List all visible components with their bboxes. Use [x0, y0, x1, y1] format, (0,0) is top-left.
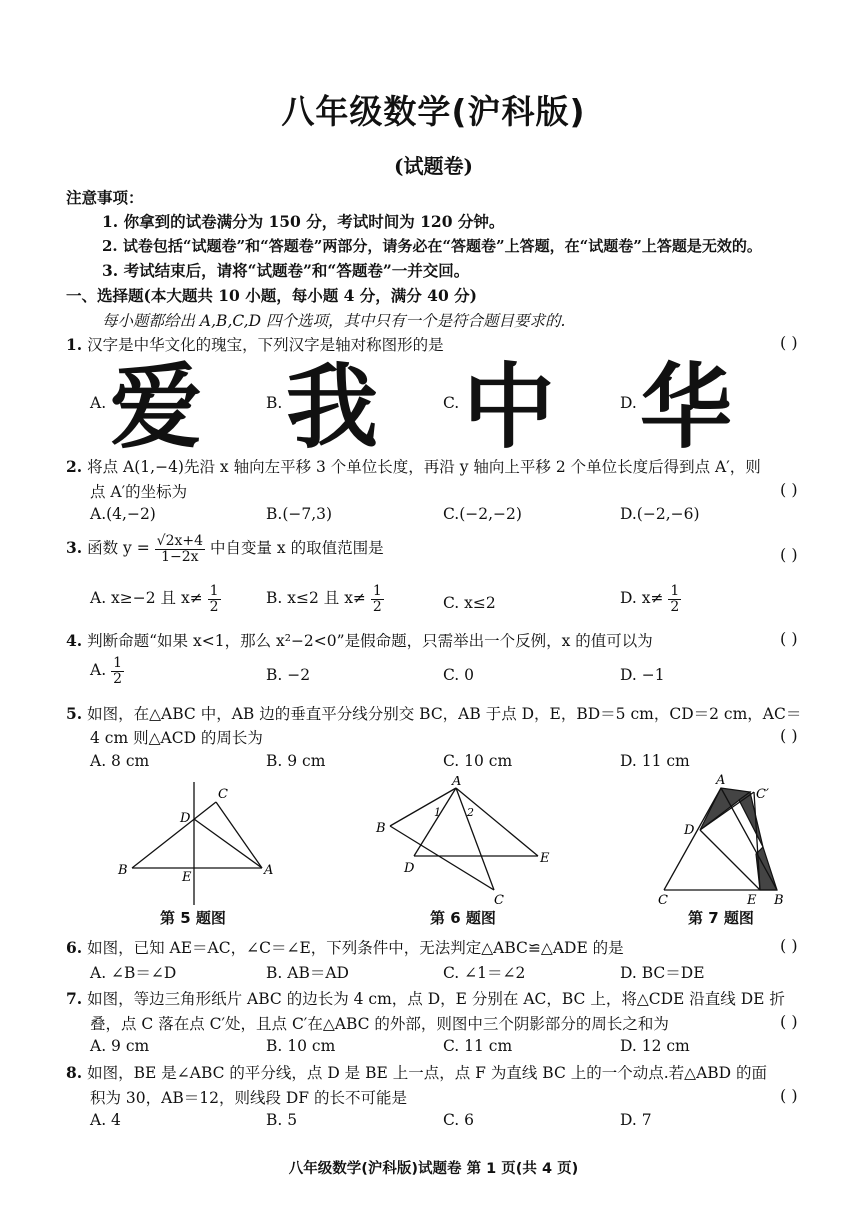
q1-option-c-label: C.: [443, 394, 460, 412]
q2-option-d: D.(−2,−6): [620, 505, 700, 523]
fraction-denominator: 2: [372, 598, 382, 615]
q1-char-a: 爱: [110, 354, 203, 461]
figure-6: [372, 776, 562, 908]
question-number: 2.: [66, 457, 83, 476]
point-label-d: D: [180, 811, 191, 826]
half-fraction: [111, 656, 124, 686]
figure-7: [650, 770, 800, 908]
page-footer: 八年级数学(沪科版)试题卷 第 1 页(共 4 页): [288, 1161, 579, 1177]
q2-option-c: C.(−2,−2): [443, 505, 522, 523]
q4-option-a: [90, 656, 124, 686]
q7-option-b: B. 10 cm: [266, 1037, 336, 1055]
fraction-numerator: 1: [670, 583, 680, 599]
q6-option-a: A. ∠B＝∠D: [90, 964, 177, 982]
point-label-a: A: [716, 773, 726, 788]
function-prefix: 函数 y =: [87, 539, 150, 558]
q8-option-b: B. 5: [266, 1111, 298, 1129]
point-label-d: D: [684, 823, 695, 838]
question-number: 7.: [66, 989, 83, 1008]
notice-item-1: 1. 你拿到的试卷满分为 150 分，考试时间为 120 分钟。: [102, 212, 505, 231]
function-fraction: [155, 534, 205, 564]
option-text: A.: [90, 661, 107, 680]
section-instruction: 每小题都给出 A,B,C,D 四个选项，其中只有一个是符合题目要求的.: [102, 312, 566, 330]
angle-label-1: 1: [434, 806, 441, 819]
question-text-line1: 如图，在△ABC 中，AB 边的垂直平分线分别交 BC，AB 于点 D，E，BD＝5 cm，CD＝2 cm，AC＝: [87, 705, 802, 723]
question-text-line1: 将点 A(1,−4)先沿 x 轴向左平移 3 个单位长度，再沿 y 轴向上平移 2 个单位长度后得到点 A′，则: [87, 458, 761, 476]
q1-char-d: 华: [640, 354, 733, 461]
q5-option-a: A. 8 cm: [90, 752, 150, 770]
question-number: 1.: [66, 335, 83, 354]
q7-option-a: A. 9 cm: [90, 1037, 150, 1055]
question-8: [66, 1061, 767, 1083]
notice-item-2: 2. 试卷包括“试题卷”和“答题卷”两部分，请务必在“答题卷”上答题，在“试题卷”上答题是无效的。: [102, 237, 762, 255]
question-7-line2: 叠，点 C 落在点 C′处，且点 C′在△ABC 的外部，则图中三个阴影部分的周长之和为: [90, 1015, 669, 1033]
q1-option-a-label: A.: [90, 394, 107, 412]
point-label-e: E: [540, 851, 550, 866]
figure-5-caption: 第 5 题图: [160, 909, 226, 927]
fraction-denominator: 2: [670, 598, 680, 615]
q6-option-b: B. AB＝AD: [266, 964, 349, 982]
question-text: 判断命题“如果 x<1，那么 x²−2<0”是假命题，只需举出一个反例，x 的值可以为: [87, 632, 653, 650]
point-label-a: A: [452, 776, 462, 789]
answer-paren-1: ( ): [780, 333, 798, 352]
half-fraction: [668, 584, 681, 614]
answer-paren-3: ( ): [780, 545, 798, 564]
q3-option-b: [266, 584, 384, 614]
question-1: [66, 333, 444, 355]
fraction-numerator: √2x+4: [156, 533, 204, 549]
question-number: 4.: [66, 631, 83, 650]
q4-option-b: B. −2: [266, 666, 311, 684]
q5-option-d: D. 11 cm: [620, 752, 690, 770]
answer-paren-2: ( ): [780, 480, 798, 499]
q3-option-d: [620, 584, 681, 614]
q4-option-c: C. 0: [443, 666, 475, 684]
question-4: [66, 629, 653, 651]
point-label-c: C: [218, 787, 228, 802]
fraction-denominator: 1−2x: [161, 548, 199, 565]
q8-option-d: D. 7: [620, 1111, 652, 1129]
q8-option-a: A. 4: [90, 1111, 121, 1129]
question-2: [66, 455, 761, 477]
option-text: D. x≠: [620, 589, 664, 608]
point-label-a: A: [264, 863, 274, 878]
q1-char-c: 中: [463, 354, 556, 461]
question-number: 8.: [66, 1063, 83, 1082]
q8-option-c: C. 6: [443, 1111, 475, 1129]
answer-paren-6: ( ): [780, 936, 798, 955]
fraction-denominator: 2: [209, 598, 219, 615]
section-heading: 一、选择题(本大题共 10 小题，每小题 4 分，满分 40 分): [66, 286, 477, 305]
question-5-line2: 4 cm 则△ACD 的周长为: [90, 729, 263, 747]
question-text: 如图，已知 AE＝AC，∠C＝∠E，下列条件中，无法判定△ABC≌△ADE 的是: [87, 939, 624, 957]
half-fraction: [208, 584, 221, 614]
question-8-line2: 积为 30，AB＝12，则线段 DF 的长不可能是: [90, 1089, 407, 1107]
question-3: [66, 534, 384, 564]
q2-option-a: A.(4,−2): [90, 505, 156, 523]
q6-option-c: C. ∠1＝∠2: [443, 964, 526, 982]
notice-heading: 注意事项：: [66, 188, 144, 207]
point-label-e: E: [747, 893, 757, 908]
point-label-b: B: [118, 863, 128, 878]
q2-option-b: B.(−7,3): [266, 505, 333, 523]
half-fraction: [371, 584, 384, 614]
answer-paren-5: ( ): [780, 726, 798, 745]
q5-option-b: B. 9 cm: [266, 752, 326, 770]
q7-option-d: D. 12 cm: [620, 1037, 690, 1055]
question-number: 6.: [66, 938, 83, 957]
page-subtitle: (试题卷): [394, 154, 473, 178]
answer-paren-4: ( ): [780, 629, 798, 648]
fraction-numerator: 1: [113, 655, 122, 671]
page-title: 八年级数学(沪科版): [281, 92, 586, 131]
option-text: A. x≥−2 且 x≠: [90, 589, 203, 608]
option-text: B. x≤2 且 x≠: [266, 589, 366, 608]
question-2-line2: 点 A′的坐标为: [90, 483, 188, 501]
point-label-b: B: [774, 893, 784, 908]
fraction-numerator: 1: [372, 583, 382, 599]
figure-6-caption: 第 6 题图: [430, 909, 496, 927]
q5-option-c: C. 10 cm: [443, 752, 513, 770]
q3-option-c: C. x≤2: [443, 594, 496, 612]
q3-option-a: [90, 584, 221, 614]
q4-option-d: D. −1: [620, 666, 665, 684]
point-label-b: B: [376, 821, 386, 836]
q1-char-b: 我: [286, 354, 379, 461]
figure-5: [110, 780, 290, 910]
fraction-denominator: 2: [113, 670, 122, 687]
angle-label-2: 2: [467, 806, 474, 819]
question-number: 5.: [66, 704, 83, 723]
question-text-line1: 如图，等边三角形纸片 ABC 的边长为 4 cm，点 D，E 分别在 AC，BC 上，将△CDE 沿直线 DE 折: [87, 990, 785, 1008]
notice-item-3: 3. 考试结束后，请将“试题卷”和“答题卷”一并交回。: [102, 261, 470, 280]
question-text: 中自变量 x 的取值范围是: [209, 539, 384, 558]
question-number: 3.: [66, 538, 83, 558]
fraction-numerator: 1: [209, 583, 219, 599]
q1-option-b-label: B.: [266, 394, 283, 412]
point-label-c: C: [658, 893, 668, 908]
figure-7-caption: 第 7 题图: [688, 909, 754, 927]
point-label-c: C: [494, 893, 504, 908]
question-text-line1: 如图，BE 是∠ABC 的平分线，点 D 是 BE 上一点，点 F 为直线 BC 上的一个动点.若△ABD 的面: [87, 1064, 768, 1082]
q6-option-d: D. BC＝DE: [620, 964, 705, 982]
point-label-e: E: [182, 870, 192, 885]
point-label-c-prime: C′: [756, 787, 769, 802]
q1-option-d-label: D.: [620, 394, 637, 412]
question-text: 汉字是中华文化的瑰宝，下列汉字是轴对称图形的是: [87, 336, 444, 354]
q7-option-c: C. 11 cm: [443, 1037, 513, 1055]
answer-paren-8: ( ): [780, 1086, 798, 1105]
question-6: [66, 936, 624, 958]
question-7: [66, 987, 785, 1009]
question-5: [66, 702, 801, 724]
point-label-d: D: [404, 861, 415, 876]
answer-paren-7: ( ): [780, 1012, 798, 1031]
